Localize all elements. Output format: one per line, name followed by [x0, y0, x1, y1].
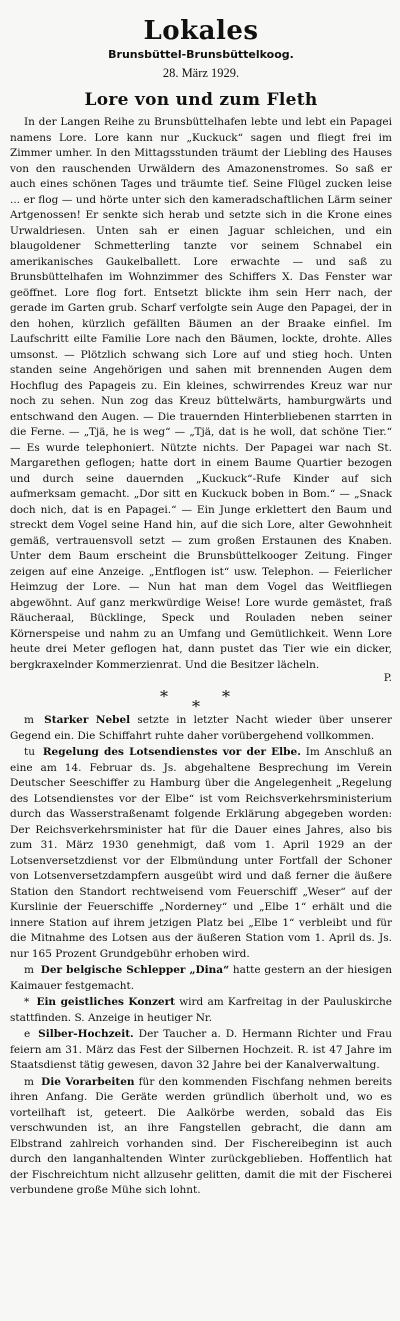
locality-line: Brunsbüttel-Brunsbüttelkoog.: [108, 48, 294, 61]
item-text: setzte in letzter Nacht wieder über unserer Gegend ein. Die Schiffahrt ruhte daher vorübergehend vollkommen.: [10, 714, 392, 742]
item-text: hatte gestern an der hiesigen Kaimauer festgemacht.: [10, 964, 392, 992]
section-separator: [10, 685, 392, 716]
news-item: [10, 963, 392, 994]
separator-star: *: [192, 697, 200, 716]
item-text: für den kommenden Fischfang nehmen bereits ihren Anfang. Die Geräte werden gründlich überholt und, wo es vorteilhaft ist, geteert. Die Aalkörbe werden, sobald das Eis verschwunden ist, an ihre Fangstellen gebracht, die dann am Elbstrand zahlreich vorhanden sind. Der Fischereibeginn ist auch durch den langanhaltenden Winter zurückgeblieben. Hoffentlich hat der Fischreichtum nicht allzusehr gelitten, damit die mit der Fischerei verbundene große Mühe sich lohnt.: [10, 1075, 393, 1196]
item-keyword: Starker Nebel: [44, 714, 131, 726]
news-item: [10, 995, 392, 1026]
article-body-block: [10, 115, 392, 685]
item-tag: tu: [24, 746, 35, 758]
item-text: Im Anschluß an eine am 14. Februar ds. Js. abgehaltene Besprechung im Verein Deutscher Seeschiffer zu Hamburg über die Angelegenheit „Regelung des Lotsendienstes vor der Elbe“ ist vom Reichsverkehrsministerium durch das Wasserstraßenamt folgende Erklärung abgegeben worden: Der Reichsverkehrsminister hat für die Dauer eines Jahres, also bis zum 31. März 1930 genehmigt, daß vom 1. April 1929 an der Lotsenversetzdienst vor der Elbmündung unter Fortfall der Schoner von Lotsenversetzdampfern ausgeübt wird und daß ferner die äußere Station den Standort rechtweisend vom Feuerschiff „Weser“ auf der Kurslinie der Feuerschiffe „Norderney“ und „Elbe 1“ erhält und die innere Station auf ihrem jetzigen Platz bei „Elbe 1“ verbleibt und für die Mitnahme des Lotsen aus der äußeren Station vom 1. April ds. Js. nur 165 Prozent Grundgebühr erhoben wird.: [10, 746, 393, 960]
item-tag: m: [24, 1075, 34, 1088]
news-item: [10, 745, 392, 962]
item-keyword: Ein geistliches Konzert: [36, 996, 175, 1008]
item-keyword: Regelung des Lotsendienstes vor der Elbe.: [42, 746, 301, 758]
item-keyword: Der belgische Schlepper „Dina“: [40, 964, 230, 976]
article-signature: P.: [383, 672, 392, 684]
section-title: Lokales: [143, 16, 259, 46]
news-item: [10, 713, 392, 744]
news-item: [10, 1075, 392, 1199]
item-keyword: Silber-Hochzeit.: [38, 1028, 134, 1040]
article-title: Lore von und zum Fleth: [84, 90, 318, 110]
item-keyword: Die Vorarbeiten: [41, 1075, 135, 1088]
separator-star: *: [160, 687, 168, 706]
item-tag: m: [24, 714, 34, 726]
item-tag: *: [24, 996, 30, 1008]
item-text: wird am Karfreitag in der Pauluskirche stattfinden. S. Anzeige in heutiger Nr.: [10, 996, 392, 1024]
news-items: [10, 713, 392, 1199]
news-item: [10, 1027, 392, 1074]
section-header: [10, 16, 392, 81]
article-body: In der Langen Reihe zu Brunsbüttelhafen lebte und lebt ein Papagei namens Lore. Lore kann nur „Kuckuck“ sagen und fliegt frei im Zimmer umher. In den Mittagsstunden träumt der Liebling des Hauses von den rauschenden Urwäldern des Amazonenstromes. So saß er auch eines schönen Tages und träumte tief. Seine Flügel zucken leise ... er flog — und hörte unter sich den kameradschaftlichen Lärm seiner Artgenossen! Er senkte sich herab und setzte sich in die Krone eines Urwaldriesen. Unten sah er einen Jaguar schleichen, und ein blaugoldener Schmetterling tanzte vor seinem Schnabel ein amerikanisches Gaukelballett. Lore erwachte — und saß zu Brunsbüttelhafen im Wohnzimmer des Schiffers X. Das Fenster war geöffnet. Lore flog fort. Entsetzt blickte ihm sein Herr nach, der gerade im Garten grub. Scharf verfolgte sein Auge den Papagei, der in den hohen, kürzlich gefällten Bäumen an der Braake einfiel. Im Laufschritt eilte Familie Lore nach den Bäumen, lockte, drohte. Alles umsonst. — Plötzlich schwang sich Lore auf und stieg hoch. Unten standen seine Angehörigen und sahen mit brennenden Augen dem Hochflug des Papageis zu. Ein kleines, schwirrendes Kreuz war nur noch zu sehen. Nun zog das Kreuz büttelwärts, hamburgwärts und entschwand den Augen. — Die trauernden Hinterbliebenen starrten in die Ferne. — „Tjä, he is weg“ — „Tjä, dat is he woll, dat schöne Tier.“ — Es wurde telephoniert. Nützte nichts. Der Papagei war nach St. Margarethen geflogen; hatte dort in einem Baume Quartier bezogen und durch seine dauernden „Kuckuck“-Rufe Kinder auf sich aufmerksam gemacht. „Dor sitt en Kuckuck boben in Bom.“ — „Snack doch nich, dat is en Papagei.“ — Ein Junge erklettert den Baum und streckt dem Vogel seine Hand hin, auf die sich Lore, alter Gewohnheit gemäß, vertrauensvoll setzt — zum großen Erstaunen des Knaben. Unter dem Baum erscheint die Brunsbüttelkooger Zeitung. Finger zeigen auf eine Anzeige. „Entflogen ist“ usw. Telephon. — Feierlicher Heimzug der Lore. — Nun hat man dem Vogel das Weitfliegen abgewöhnt. Auf ganz merkwürdige Weise! Lore wurde gemästet, fraß Räucheraal, Bücklinge, Speck und Rouladen neben seiner Körnerspeise und nahm zu an Umfang und Gemütlichkeit. Wenn Lore heute drei Meter geflogen hat, dann pustet das Tier wie ein dicker, bergkraxelnder Kommerzienrat. Und die Besitzer lächeln.: [10, 116, 392, 671]
item-tag: m: [24, 964, 34, 976]
issue-date: 28. März 1929.: [162, 66, 240, 80]
separator-star: *: [222, 687, 230, 706]
item-tag: e: [24, 1028, 31, 1040]
item-text: Der Taucher a. D. Hermann Richter und Frau feiern am 31. März das Fest der Silbernen Hochzeit. R. ist 47 Jahre im Staatsdienst tätig gewesen, davon 32 Jahre bei der Kanalverwaltung.: [10, 1028, 392, 1071]
